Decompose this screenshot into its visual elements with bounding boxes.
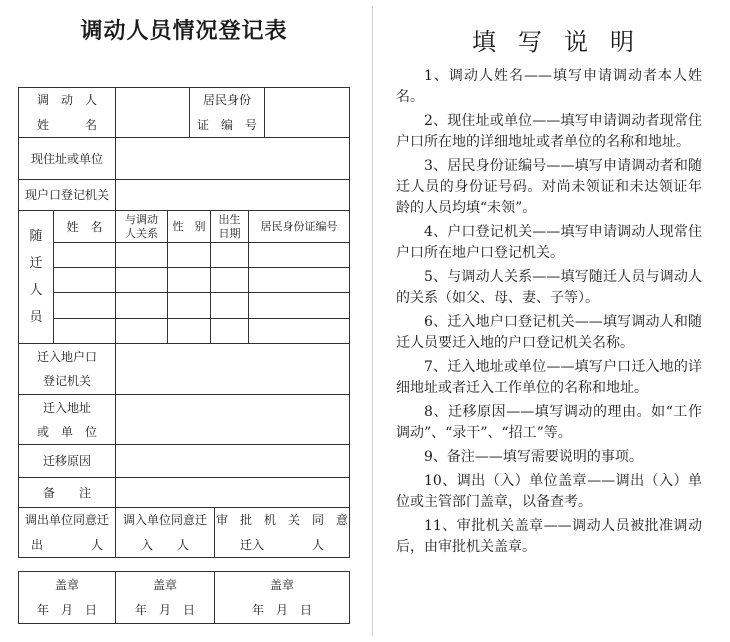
instruction-item: 7、迁入地址或单位——填写户口迁入地的详细地址或者迁入工作单位的名称和地址。 bbox=[396, 359, 702, 396]
stamp-cell-out[interactable] bbox=[19, 572, 115, 623]
id-label-line1: 居民身份 bbox=[202, 93, 251, 107]
current-registry-input[interactable] bbox=[116, 180, 349, 210]
instruction-item: 8、迁移原因——填写调动的理由。如“工作调动”、“录干”、“招工”等。 bbox=[396, 404, 702, 441]
stamp-label: 盖章 bbox=[54, 578, 79, 592]
header-birth bbox=[211, 211, 248, 242]
current-address-label: 现住址或单位 bbox=[30, 151, 103, 166]
dest-address-label bbox=[19, 395, 115, 444]
accompany-char-1: 随 bbox=[29, 229, 43, 244]
stamp-label: 盖章 bbox=[152, 578, 177, 592]
stamp-date: 年 月 日 bbox=[36, 603, 97, 617]
name-label-line2: 姓 名 bbox=[36, 118, 97, 132]
accompany-label bbox=[19, 211, 53, 343]
dest-registry-input[interactable] bbox=[116, 344, 349, 394]
header-relation-line2: 人关系 bbox=[125, 227, 158, 240]
remarks-input[interactable] bbox=[116, 478, 349, 507]
instruction-item: 9、备注——填写需要说明的事项。 bbox=[424, 449, 643, 465]
instructions-list bbox=[396, 66, 702, 561]
id-label-line2: 证 编 号 bbox=[196, 118, 257, 132]
name-label-line1: 调 动 人 bbox=[36, 93, 97, 107]
accompany-char-3: 人 bbox=[29, 283, 43, 298]
remarks-label: 备 注 bbox=[42, 485, 91, 500]
consent-approval-cell bbox=[215, 508, 349, 557]
consent-in-cell bbox=[116, 508, 214, 557]
dest-registry-line2: 登记机关 bbox=[42, 374, 91, 388]
instruction-item: 11、审批机关盖章——调动人员被批准调动后，由审批机关盖章。 bbox=[396, 518, 702, 555]
consent-out-line2: 出 人 bbox=[30, 538, 103, 552]
stamp-cell-in[interactable] bbox=[116, 572, 214, 623]
accompany-char-4: 员 bbox=[29, 310, 43, 325]
dest-address-input[interactable] bbox=[116, 395, 349, 444]
id-number-input[interactable] bbox=[265, 88, 349, 137]
consent-approval-line1: 审 批 机 关 同 意 bbox=[215, 513, 348, 527]
instruction-item: 4、户口登记机关——填写申请调动人现常住户口所在地户口登记机关。 bbox=[396, 224, 702, 261]
header-relation-line1: 与调动 bbox=[125, 213, 158, 226]
name-label-cell bbox=[19, 88, 115, 137]
header-gender: 性 别 bbox=[172, 220, 206, 233]
instructions-title: 填写说明 bbox=[472, 28, 656, 56]
stamp-date: 年 月 日 bbox=[251, 603, 312, 617]
header-birth-line1: 出生 bbox=[218, 213, 241, 226]
reason-label: 迁移原因 bbox=[42, 454, 91, 468]
consent-in-line1: 调入单位同意迁 bbox=[122, 513, 207, 527]
consent-in-line2: 入 人 bbox=[140, 538, 189, 552]
header-birth-line2: 日期 bbox=[218, 227, 241, 240]
reason-input[interactable] bbox=[116, 445, 349, 477]
current-registry-label: 现户口登记机关 bbox=[24, 188, 109, 202]
instruction-item: 5、与调动人关系——填写随迁人员与调动人的关系（如父、母、妻、子等）。 bbox=[396, 269, 702, 306]
name-input[interactable] bbox=[116, 88, 189, 137]
instruction-item: 6、迁入地户口登记机关——填写调动人和随迁人员要迁入地的户口登记机关名称。 bbox=[396, 314, 702, 351]
current-address-input[interactable] bbox=[116, 138, 349, 179]
instruction-item: 3、居民身份证编号——填写申请调动者和随迁人员的身份证号码。对尚未领证和未达领证年龄的人员均填“未领”。 bbox=[396, 158, 702, 216]
consent-approval-line2: 迁入 人 bbox=[239, 538, 324, 552]
stamp-cell-approval[interactable] bbox=[215, 572, 349, 623]
instruction-item: 10、调出（入）单位盖章——调出（入）单位或主管部门盖章，以备查考。 bbox=[396, 473, 702, 510]
consent-out-line1: 调出单位同意迁 bbox=[24, 513, 109, 527]
dest-address-line2: 或 单 位 bbox=[36, 424, 97, 439]
dest-address-line1: 迁入地址 bbox=[42, 400, 91, 415]
instruction-item: 1、调动人姓名——填写申请调动者本人姓名。 bbox=[396, 68, 702, 105]
header-name: 姓 名 bbox=[66, 219, 103, 234]
instruction-item: 2、现住址或单位——填写申请调动者现常住户口所在地的详细地址或者单位的名称和地址。 bbox=[396, 113, 702, 150]
header-relation bbox=[116, 211, 167, 242]
stamp-label: 盖章 bbox=[269, 578, 294, 592]
dest-registry-label bbox=[19, 344, 115, 394]
header-id-number: 居民身份证编号 bbox=[260, 220, 338, 233]
accompany-char-2: 迁 bbox=[29, 256, 43, 271]
stamp-date: 年 月 日 bbox=[134, 603, 195, 617]
id-label-cell bbox=[190, 88, 264, 137]
form-title: 调动人员情况登记表 bbox=[80, 19, 288, 44]
consent-out-cell bbox=[19, 508, 115, 557]
dest-registry-line1: 迁入地户口 bbox=[36, 350, 97, 364]
